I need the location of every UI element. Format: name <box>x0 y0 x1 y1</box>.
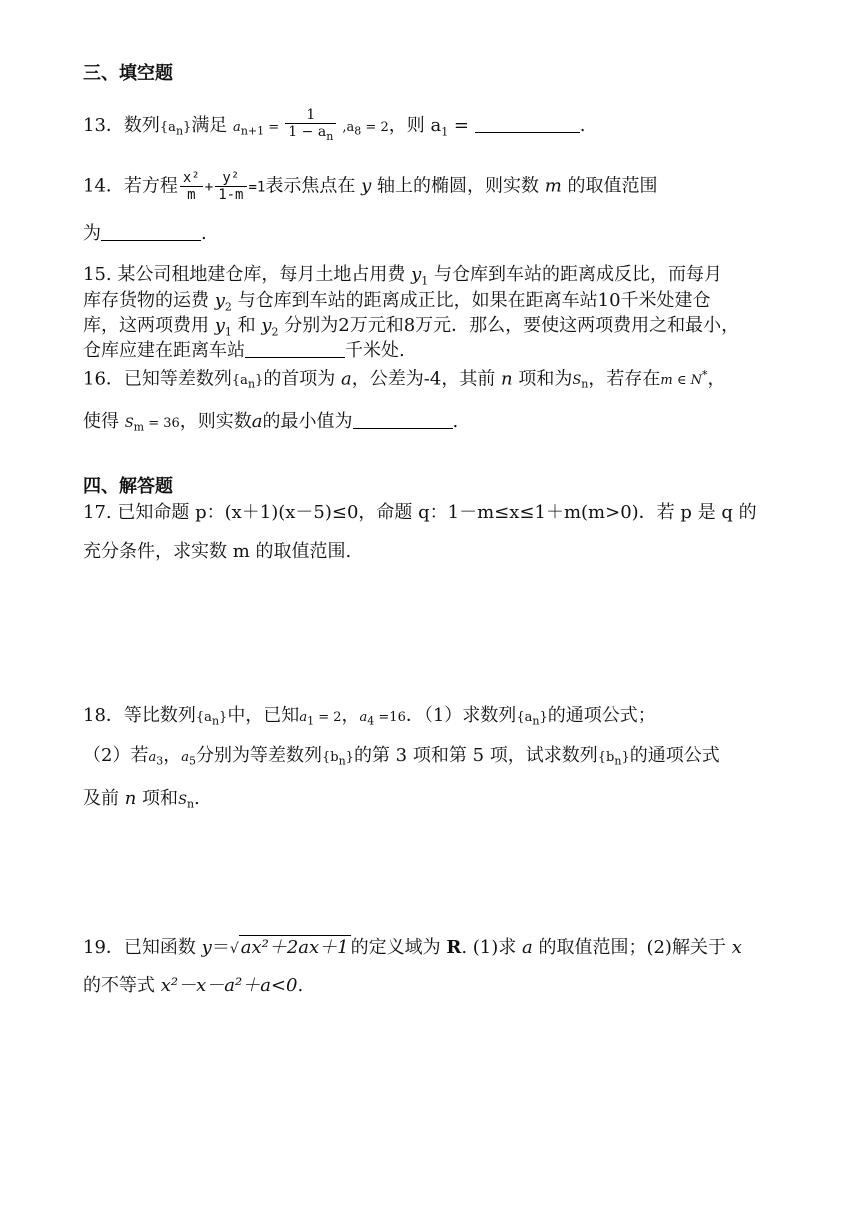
q14-fraction-1 <box>180 170 203 203</box>
sqrt-radical-icon: √ <box>229 941 239 957</box>
q19-radicand <box>239 935 351 960</box>
answer-blank-15[interactable] <box>245 339 345 358</box>
q16-Sm-sub: m <box>133 420 145 434</box>
q16-seq-sub: n <box>247 377 256 391</box>
q13-seq-close: } <box>183 119 192 135</box>
q18-n: n <box>124 788 137 809</box>
q18-seq-2-sub: n <box>532 714 540 728</box>
q16-m-sup: * <box>701 369 708 382</box>
q16-line1-b: 的首项为 <box>263 368 342 390</box>
q18-line1-a: 18．等比数列 <box>83 705 196 726</box>
q18-line3-b: 项和 <box>136 788 179 809</box>
q18-a5: a <box>181 750 189 765</box>
q15-y1: y <box>411 264 422 285</box>
q19-x: x <box>731 937 742 958</box>
q18-a5-sub: 5 <box>188 754 196 768</box>
q19-rad: ax²＋2ax＋1 <box>240 937 349 958</box>
q19-line1-a: 19．已知函数 <box>83 937 202 958</box>
q16-S: S <box>572 373 582 389</box>
q18-line2-c: 分别为等差数列 <box>195 745 322 766</box>
q15-line1-b: 与仓库到车站的距离成反比，而每月 <box>428 264 722 285</box>
q16-seq-close: } <box>255 373 264 389</box>
q18-line1-d: 的通项公式； <box>547 705 656 726</box>
q19-line1-c: . (1)求 <box>461 937 522 958</box>
q15-line3-b: 分别为2万元和8万元．那么，要使这两项费用之和最小， <box>278 315 740 336</box>
q16-line1-d: 项和为 <box>512 368 573 390</box>
q18-bseq-close: } <box>345 750 354 765</box>
q15-line2-b: 与仓库到车站的距离成正比，如果在距离车站10千米处建仓 <box>231 290 711 311</box>
q16-line1-a: 16．已知等差数列 <box>83 368 232 390</box>
question-14 <box>83 170 658 203</box>
q18-a4-sub: 4 <box>367 714 375 728</box>
q16-line2-a: 使得 <box>83 411 125 432</box>
q14-eq1: =1 <box>248 179 266 196</box>
q18-seq-sub: n <box>211 714 220 728</box>
q15-line3-y1-sub: 1 <box>224 325 232 339</box>
q14-f1-den: m <box>187 187 196 203</box>
q15-line4-a: 仓库应建在距离车站 <box>83 340 245 361</box>
q18-seq-close: } <box>219 710 228 725</box>
q19-eq: ＝ <box>211 937 230 958</box>
q16-seq: {a <box>231 373 248 389</box>
q16-Sm: S <box>124 416 134 431</box>
q18-a1: a <box>299 710 308 725</box>
q15-line2-a: 库存货物的运费 <box>83 290 215 311</box>
q15-line3-y2: y <box>261 315 272 336</box>
q18-seq-2-close: } <box>539 710 548 725</box>
q16-line2-b: ，则实数 <box>179 411 252 432</box>
q19-line1-d: 的取值范围；(2)解关于 <box>532 937 732 958</box>
q19-line1-b: 的定义域为 <box>350 937 447 958</box>
q13-eq: = <box>264 119 284 135</box>
q18-line2-a: （2）若 <box>83 745 149 766</box>
q16-end: . <box>452 411 459 432</box>
q18-line3-c: . <box>194 788 200 809</box>
q15-line3-y2-sub: 2 <box>271 325 279 339</box>
q13-frac-den-sub: n <box>326 129 334 143</box>
q13-seq-sub: n <box>175 124 184 138</box>
question-15-line-4 <box>83 339 405 363</box>
q13-tail-sub: 8 <box>354 124 362 138</box>
question-18-line-2 <box>83 744 720 774</box>
q14-y: y <box>361 175 372 197</box>
answer-blank-16[interactable] <box>353 410 453 429</box>
section-heading-solve: 四、解答题 <box>83 476 173 497</box>
question-16-line-2 <box>83 410 458 440</box>
q15-y2: y <box>214 290 225 311</box>
q16-line1-f: ， <box>707 368 726 390</box>
q18-a1-eq: = 2 <box>314 710 342 725</box>
question-19-line-2 <box>83 974 303 998</box>
q18-bseq-2: {b <box>597 750 615 765</box>
q15-line1-a: 15. 某公司租地建仓库，每月土地占用费 <box>83 264 412 285</box>
q16-line1-e: ，若存在 <box>588 368 661 390</box>
question-13 <box>83 107 585 145</box>
q14-f1-num: x² <box>180 170 203 187</box>
q13-tail-cond: ,a <box>338 119 355 135</box>
q13-fraction <box>285 107 336 145</box>
q13-cond: a <box>233 119 241 135</box>
q18-bseq-2-close: } <box>621 750 630 765</box>
q13-then: ，则 a <box>388 114 442 136</box>
q18-a3: a <box>148 750 157 765</box>
q13-frac-num: 1 <box>285 107 336 124</box>
section-heading-fill-in: 三、填空题 <box>83 63 173 84</box>
q18-line2-d: 的第 3 项和第 5 项，试求数列 <box>353 745 598 766</box>
q18-a4: a <box>359 710 368 725</box>
q18-S-sub: n <box>186 797 195 811</box>
q13-tail-eq: = 2 <box>361 119 389 135</box>
question-17-line-1: 17. 已知命题 p：(x＋1)(x－5)≤0，命题 q：1－m≤x≤1＋m(m>0)．若 p 是 q 的 <box>83 502 757 523</box>
q16-line1-c: ，公差为-4，其前 <box>351 368 502 390</box>
q18-S: S <box>178 793 187 808</box>
q14-rest: 表示焦点在 <box>265 175 356 197</box>
q14-line2: 为 <box>83 223 101 244</box>
q14-end: . <box>201 223 207 244</box>
q13-mid: 满足 <box>191 114 228 136</box>
q19-a: a <box>522 937 533 958</box>
q18-line1-c: ．（1）求数列 <box>405 705 517 726</box>
q14-lead: 14．若方程 <box>83 175 178 197</box>
q19-R: R <box>446 937 462 958</box>
q18-a1-sub: 1 <box>307 714 315 728</box>
q18-line3-a: 及前 <box>83 788 125 809</box>
q14-m: m <box>544 175 562 197</box>
question-19-line-1 <box>83 935 742 961</box>
q16-m-cond: m ∈ N <box>660 373 702 389</box>
q14-f2-num: y² <box>215 170 246 187</box>
q13-frac-den: 1 − a <box>288 124 327 140</box>
q14-f2-den: 1-m <box>218 187 244 203</box>
q16-line2-a-var: a <box>251 411 263 432</box>
question-18-line-3 <box>83 787 200 817</box>
q18-bseq: {b <box>321 750 339 765</box>
q18-a3-sub: 3 <box>156 754 164 768</box>
q15-line3-y1: y <box>214 315 225 336</box>
q18-line2-b: ， <box>163 745 182 766</box>
q18-seq: {a <box>195 710 212 725</box>
q18-bseq-2-sub: n <box>614 754 622 768</box>
q16-S-sub: n <box>581 377 589 391</box>
q18-line1-b: 中，已知 <box>227 705 300 726</box>
q19-line2-b: . <box>297 975 304 996</box>
q15-y1-sub: 1 <box>421 274 429 288</box>
q14-plus: + <box>204 179 214 196</box>
q13-lead: 13．数列 <box>83 114 160 136</box>
q15-line4-b: 千米处. <box>345 340 405 361</box>
q18-comma: ， <box>341 705 360 726</box>
q18-seq-2: {a <box>516 710 533 725</box>
q16-n: n <box>501 368 513 390</box>
q16-Sm-eq: = 36 <box>144 416 180 431</box>
q18-line2-e: 的通项公式 <box>629 745 720 766</box>
q16-line2-c: 的最小值为 <box>262 411 353 432</box>
q14-rest3: 的取值范围 <box>567 175 658 197</box>
answer-blank-13[interactable] <box>475 114 580 133</box>
question-17-line-2: 充分条件，求实数 m 的取值范围. <box>83 541 352 562</box>
q15-line3-and: 和 <box>231 315 262 336</box>
answer-blank-14[interactable] <box>101 222 201 241</box>
q14-fraction-2 <box>215 170 246 203</box>
q19-line2-a: 的不等式 <box>83 975 161 996</box>
q13-then-sub: 1 <box>441 125 449 139</box>
question-18-line-1 <box>83 704 656 734</box>
q15-y2-sub: 2 <box>224 300 232 314</box>
q18-bseq-sub: n <box>338 754 346 768</box>
q19-y: y <box>201 937 212 958</box>
q15-line3-a: 库，这两项费用 <box>83 315 215 336</box>
q16-a: a <box>341 368 352 390</box>
q13-end: . <box>579 114 586 136</box>
question-14-line-2 <box>83 222 207 246</box>
q18-a4-eq: =16 <box>374 710 406 725</box>
q13-then-eq: = <box>448 114 475 136</box>
q13-seq: {a <box>159 119 176 135</box>
q13-cond-sub: n+1 <box>240 124 265 138</box>
q19-ineq: x²－x－a²＋a<0 <box>160 975 298 996</box>
question-16-line-1 <box>83 364 725 397</box>
q14-rest2: 轴上的椭圆，则实数 <box>377 175 539 197</box>
